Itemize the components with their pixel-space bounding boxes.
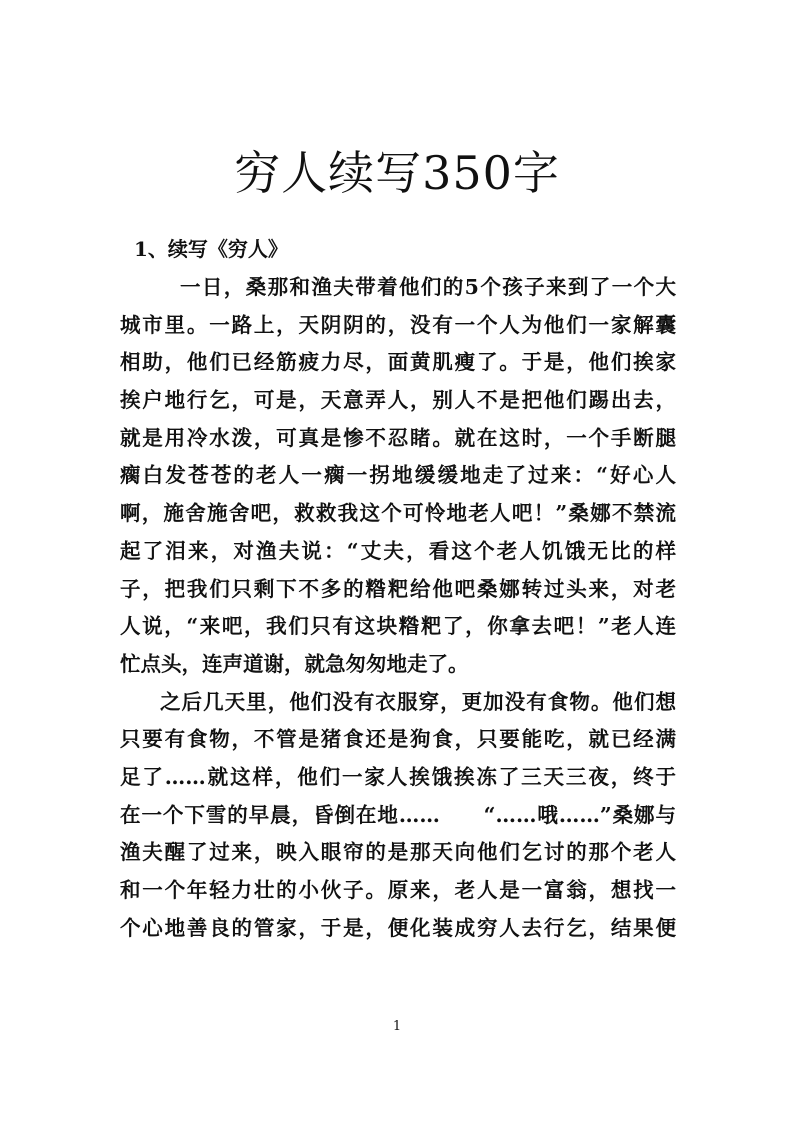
- page-title: 穷人续写350字: [234, 146, 560, 200]
- text-line: 个心地善良的管家，于是，便化装成穷人去行乞，结果便: [120, 915, 676, 940]
- text-line: 人说，“来吧，我们只有这块糌粑了，你拿去吧！”老人连: [120, 614, 676, 639]
- text-line: 瘸白发苍苍的老人一瘸一拐地缓缓地走了过来：“好心人: [120, 463, 676, 488]
- text-line: 挨户地行乞，可是，天意弄人，别人不是把他们踢出去，: [120, 388, 676, 413]
- page-number: 1: [392, 1019, 402, 1034]
- text-line: 和一个年轻力壮的小伙子。原来，老人是一富翁，想找一: [120, 878, 676, 902]
- text-line: 在一个下雪的早晨，昏倒在地…… “……哦……”桑娜与: [120, 802, 676, 827]
- text-line: 子，把我们只剩下不多的糌粑给他吧桑娜转过头来，对老: [120, 576, 676, 601]
- text-line: 足了……就这样，他们一家人挨饿挨冻了三天三夜，终于: [120, 764, 676, 789]
- text-line: 之后几天里，他们没有衣服穿，更加没有食物。他们想: [160, 689, 676, 714]
- text-line: 相助，他们已经筋疲力尽，面黄肌瘦了。于是，他们挨家: [120, 350, 676, 375]
- text-line: 起了泪来，对渔夫说：“丈夫，看这个老人饥饿无比的样: [120, 538, 676, 563]
- body-text: [120, 269, 676, 947]
- text-line: 忙点头，连声道谢，就急匆匆地走了。: [120, 651, 469, 676]
- text-line: 只要有食物，不管是猪食还是狗食，只要能吃，就已经满: [120, 727, 676, 752]
- text-line: 城市里。一路上，天阴阴的，没有一个人为他们一家解囊: [120, 312, 676, 337]
- text-line: 一日，桑那和渔夫带着他们的5个孩子来到了一个大: [180, 275, 676, 299]
- section-heading: 1、续写《穷人》: [134, 237, 288, 261]
- text-line: 就是用冷水泼，可真是惨不忍睹。就在这时，一个手断腿: [120, 425, 676, 450]
- text-line: 啊，施舍施舍吧，救救我这个可怜地老人吧！”桑娜不禁流: [120, 501, 676, 526]
- text-line: 渔夫醒了过来，映入眼帘的是那天向他们乞讨的那个老人: [120, 840, 676, 865]
